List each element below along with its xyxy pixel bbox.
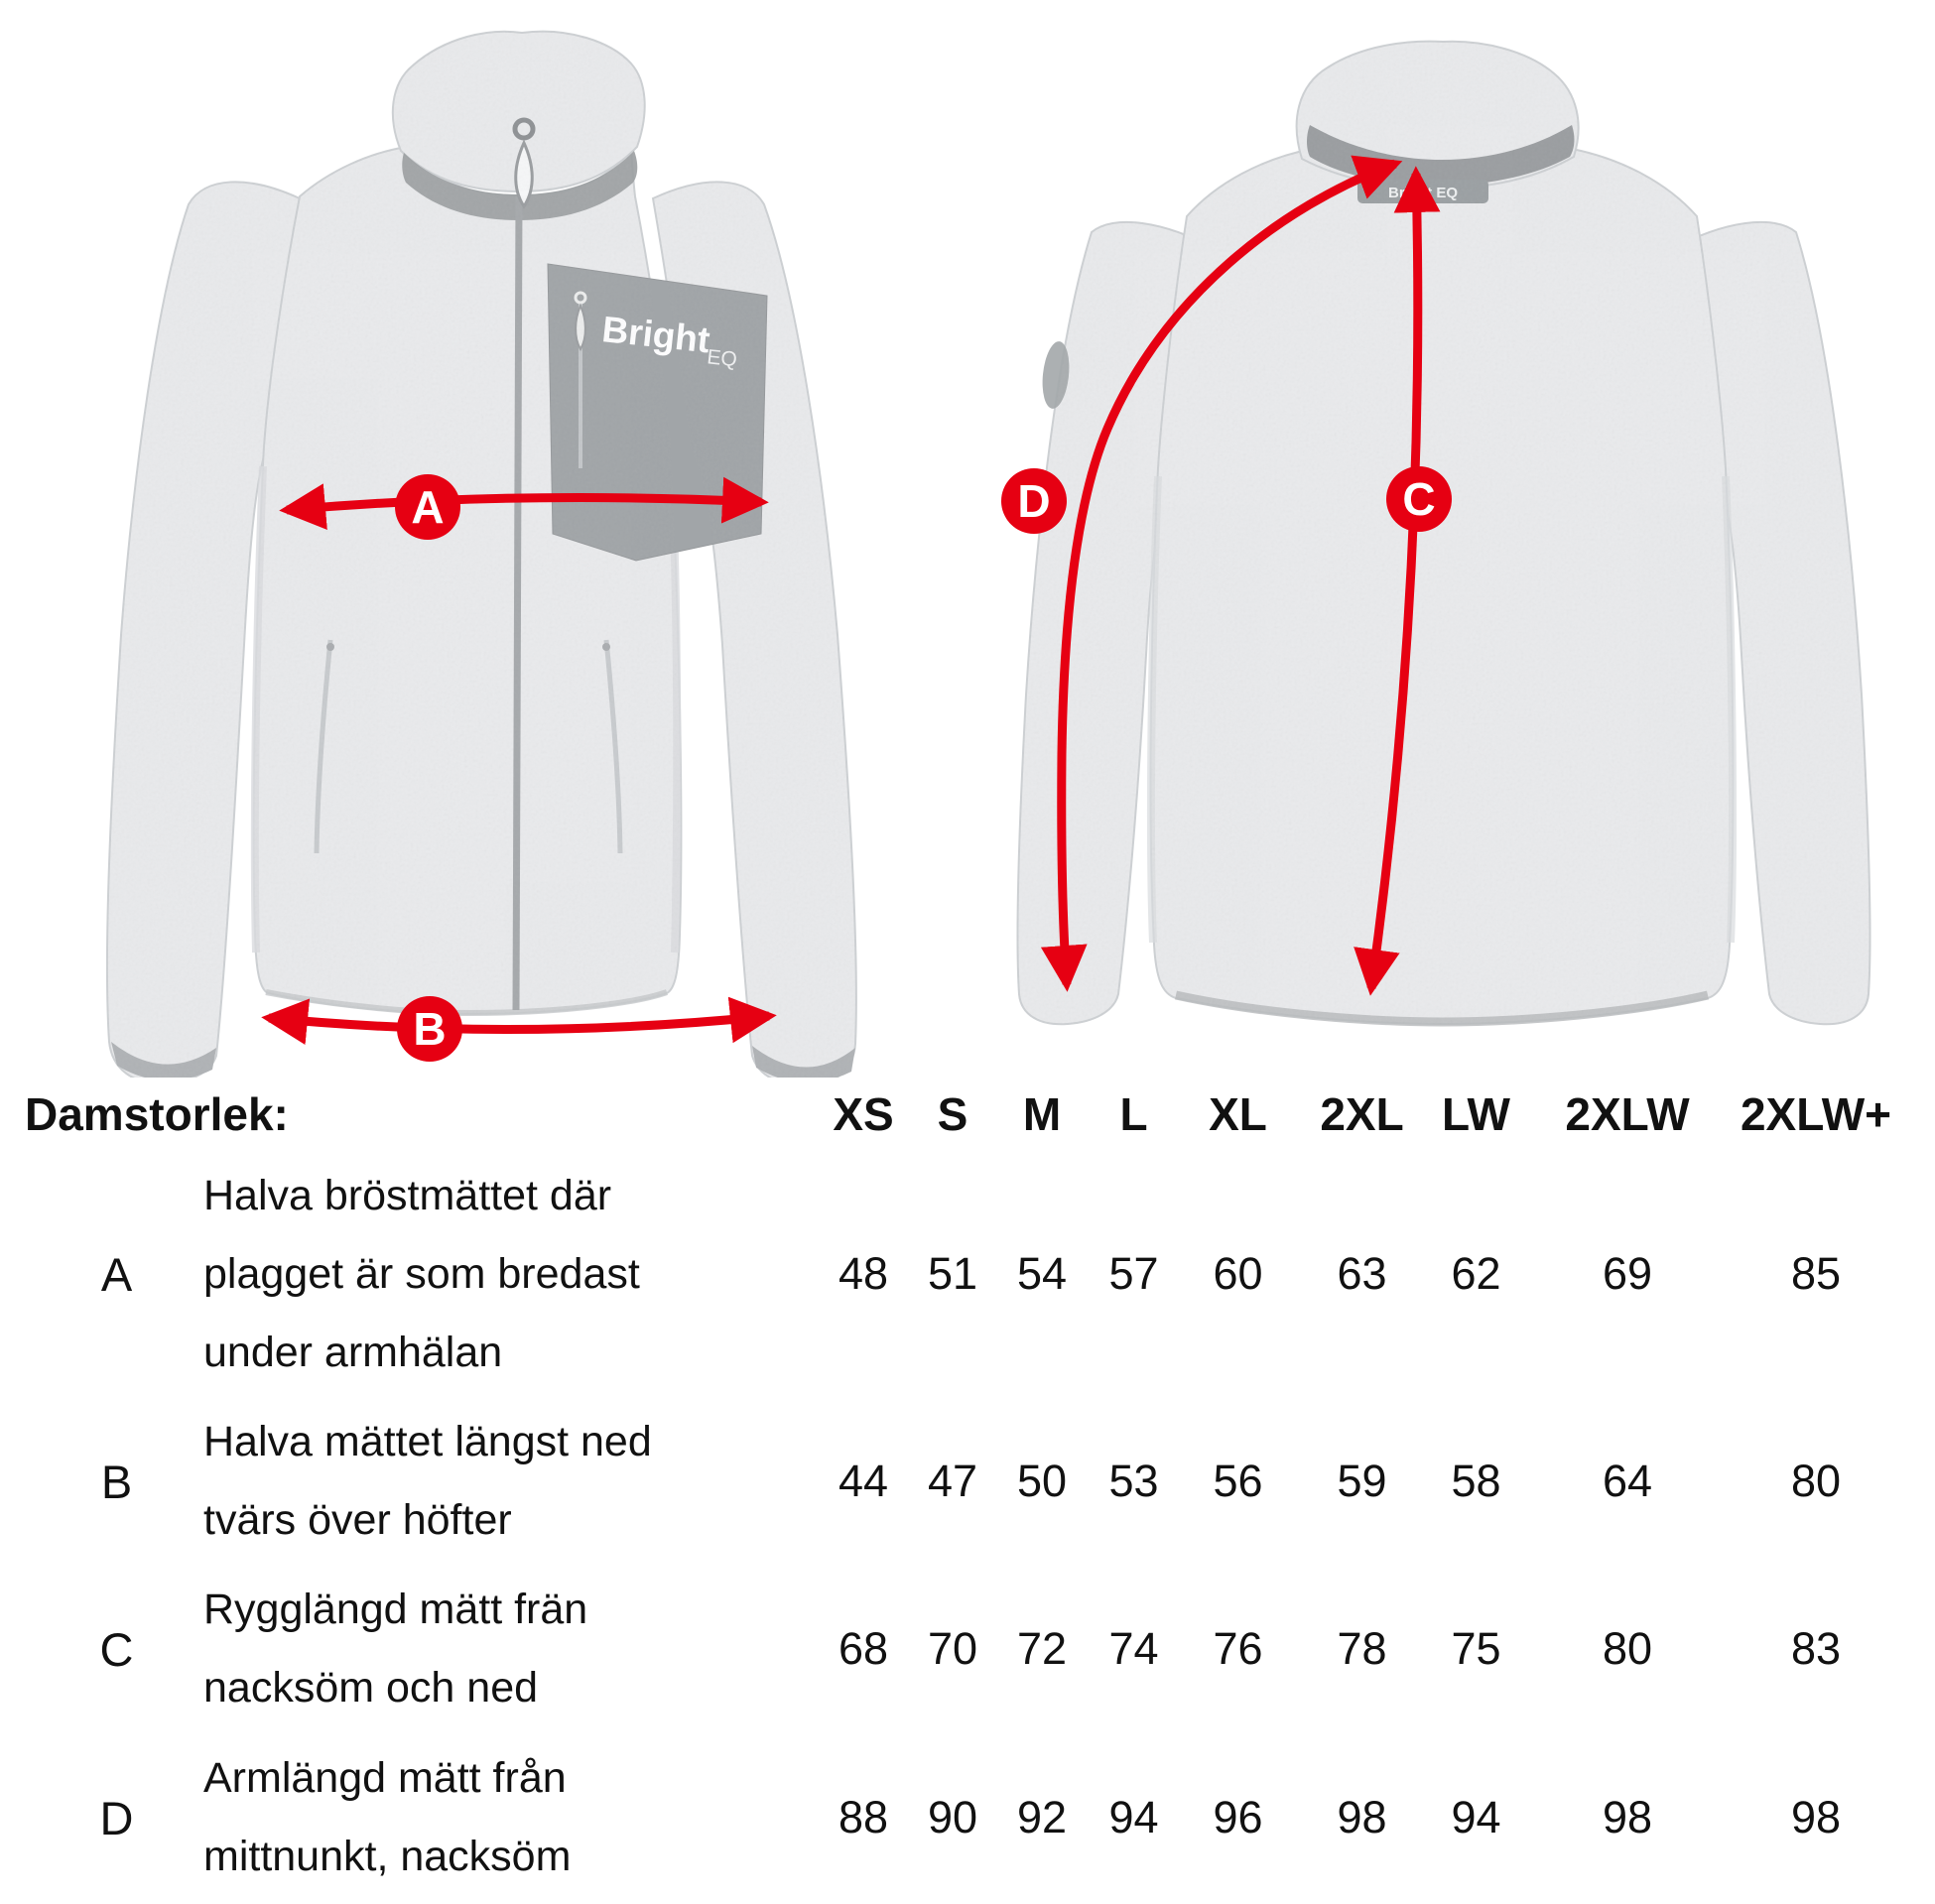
size-value: 60 (1213, 1248, 1263, 1299)
size-header-2xlwplus: 2XLW+ (1740, 1088, 1892, 1140)
measurement-letter: B (100, 1455, 133, 1508)
size-header-2xl: 2XL (1320, 1088, 1404, 1140)
size-value: 96 (1213, 1792, 1263, 1842)
size-value: 92 (1016, 1792, 1068, 1842)
measurement-marker-c (1386, 466, 1452, 532)
size-value: 75 (1451, 1623, 1501, 1674)
measurement-marker-d (1001, 468, 1067, 534)
size-value: 72 (1016, 1623, 1068, 1674)
size-value: 94 (1108, 1792, 1159, 1842)
size-value: 78 (1337, 1623, 1387, 1674)
size-value: 58 (1451, 1456, 1501, 1506)
description-line: plagget är som bredast (203, 1249, 640, 1298)
marker-b-label: B (413, 1003, 447, 1055)
size-header-xl: XL (1209, 1088, 1267, 1140)
size-value: 80 (1790, 1456, 1842, 1506)
description-line: Halva bröstmättet där (203, 1171, 612, 1219)
brand-logo-text: Bright (599, 309, 712, 361)
size-value: 64 (1602, 1456, 1653, 1506)
size-value: 63 (1337, 1248, 1387, 1299)
measurement-letter: C (99, 1622, 134, 1676)
size-value: 90 (927, 1792, 978, 1842)
measurement-description (164, 1151, 804, 1397)
description-line: Armlängd mätt från (203, 1754, 567, 1802)
size-value: 51 (927, 1248, 978, 1299)
size-value: 74 (1108, 1623, 1159, 1674)
size-value: 54 (1016, 1248, 1068, 1299)
measurement-description (164, 1397, 804, 1566)
size-header-l: L (1119, 1088, 1148, 1140)
description-line: nacksöm och ned (203, 1664, 539, 1712)
marker-c-label: C (1402, 473, 1436, 525)
measurement-description (164, 1566, 804, 1732)
measurement-marker-b (397, 996, 462, 1062)
marker-a-label: A (411, 481, 445, 533)
size-value: 80 (1602, 1623, 1653, 1674)
description-line: Halva mättet längst ned (203, 1418, 652, 1465)
brand-logo-suffix: EQ (706, 345, 738, 372)
size-value: 57 (1108, 1248, 1159, 1299)
size-value: 59 (1337, 1456, 1387, 1506)
size-value: 48 (838, 1248, 889, 1299)
measurement-letter: A (100, 1247, 133, 1301)
size-header-m: M (1022, 1088, 1062, 1140)
measurement-marker-a (395, 474, 460, 540)
description-line: under armhälan (203, 1328, 503, 1376)
size-value: 50 (1016, 1456, 1068, 1506)
description-line: tvärs över höfter (203, 1496, 512, 1544)
back-neck-label-text: Bright EQ (1388, 185, 1458, 201)
measurement-arrow-b (269, 1016, 769, 1030)
size-value: 98 (1790, 1792, 1842, 1842)
size-value: 98 (1337, 1792, 1387, 1842)
table-title: Damstorlek: (25, 1088, 289, 1140)
size-header-2xlw: 2XLW (1565, 1088, 1690, 1140)
description-line: Rygglängd mätt frän (203, 1586, 588, 1633)
size-table (25, 1078, 1915, 1903)
size-value: 94 (1451, 1792, 1501, 1842)
marker-d-label: D (1017, 475, 1051, 527)
measurement-letter: D (99, 1791, 134, 1844)
size-value: 76 (1213, 1623, 1263, 1674)
size-value: 47 (927, 1456, 978, 1506)
measurement-description (164, 1732, 804, 1903)
size-value: 53 (1108, 1456, 1159, 1506)
size-value: 62 (1451, 1248, 1501, 1299)
size-value: 88 (838, 1792, 889, 1842)
size-value: 85 (1790, 1248, 1842, 1299)
size-value: 83 (1790, 1623, 1842, 1674)
size-value: 68 (838, 1623, 889, 1674)
size-value: 70 (927, 1623, 978, 1674)
size-value: 56 (1213, 1456, 1263, 1506)
size-header-lw: LW (1442, 1088, 1510, 1140)
description-line: mittnunkt, nacksöm (203, 1833, 572, 1880)
size-value: 98 (1602, 1792, 1653, 1842)
size-header-s: S (937, 1088, 968, 1140)
size-value: 44 (838, 1456, 889, 1506)
size-value: 69 (1602, 1248, 1653, 1299)
size-header-xs: XS (833, 1088, 894, 1140)
